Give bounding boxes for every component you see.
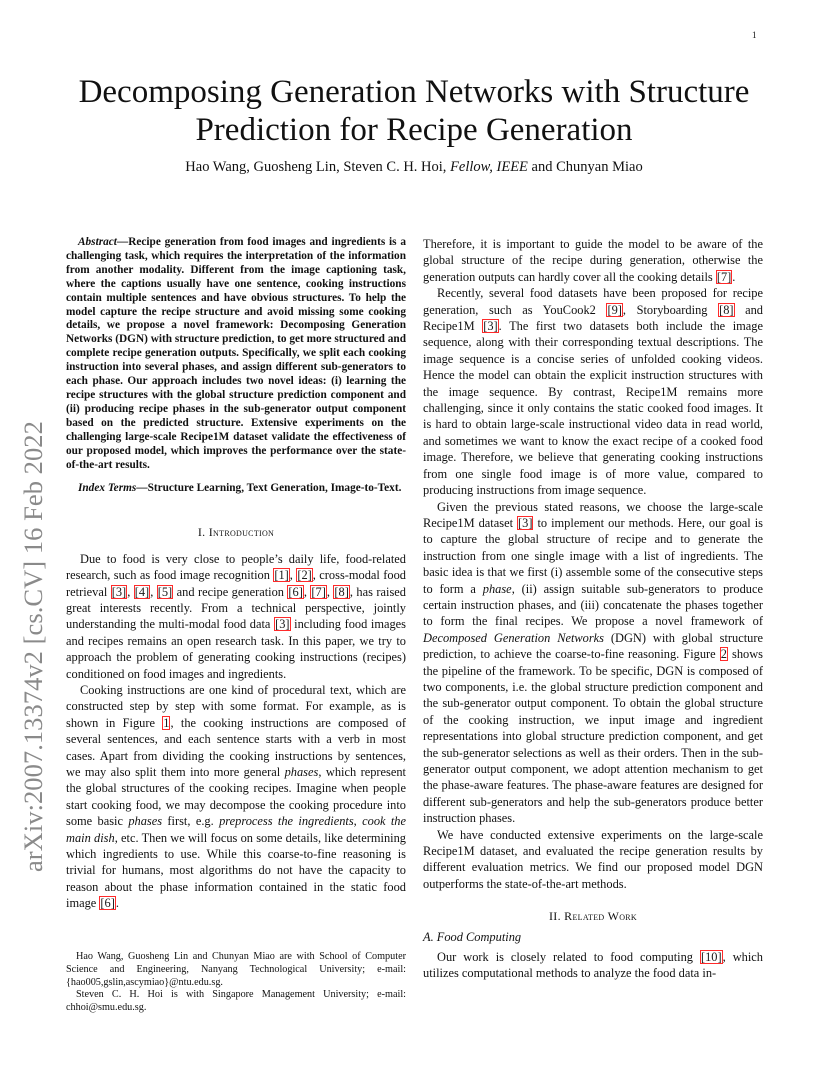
emphasis: phases [284, 765, 319, 779]
citation-link[interactable]: [2] [297, 568, 312, 583]
intro-paragraph-1 [66, 551, 406, 682]
text-run: , which utilizes computational methods to analyze the food data in- [423, 950, 763, 981]
abstract-text: —Recipe generation from food images and ingredients is a challenging task, which requires the interpretation of the information from another modality. Different from the image captioning task, where the captions usually have one sentence, cooking instructions contain multiple sentences and have obvious structures. To help the model capture the recipe structure and avoid missing some cooking details, we propose a novel framework: Decomposing Generation Networks (DGN) with structure prediction, to get more structured and complete recipe generation outputs. Specifically, we split each cooking instruction into several phases, and assign different sub-generators to each phase. Our approach includes two novel ideas: (i) learning the recipe structures with the global structure prediction component and (ii) producing recipe phases in the sub-generator output component based on the predicted structure. Extensive experiments on the challenging large-scale Recipe1M dataset validate the effectiveness of our proposed model, which improves the performance over the state-of-the-art results. [66, 236, 406, 471]
emphasis: phase [482, 581, 512, 596]
author-list [60, 159, 768, 176]
text-run: , etc. Then we will focus on some details, like determining which ingredients to use. While this coarse-to-fine reasoning is trivial for humans, most algorithms do not have the capacity to reason about the phase information contained in the static food image [66, 830, 406, 911]
citation-link[interactable]: [3] [111, 584, 127, 599]
text-run: Therefore, it is important to guide the model to be aware of the global structure of the recipe during generation, otherwise the generation outputs can hardly cover all the cooking details [423, 237, 763, 284]
index-terms-text: —Structure Learning, Text Generation, Image-to-Text. [136, 482, 402, 495]
index-terms [66, 482, 406, 496]
citation-link[interactable]: [7] [716, 269, 732, 284]
text-run: , [326, 584, 334, 599]
text-run: , [289, 568, 297, 583]
title-line-2: Prediction for Recipe Generation [195, 111, 633, 148]
section-heading-introduction: I. Introduction [197, 525, 275, 540]
citation-link[interactable]: [9] [607, 302, 622, 317]
emphasis: phases [128, 814, 163, 829]
abstract-lead: Abstract [78, 236, 117, 248]
text-run: Cooking instructions are one kind of procedural text, which are constructed step by step with some format. For example, as is shown in Figure [66, 682, 406, 730]
text-run: and recipe generation [173, 584, 288, 599]
text-run: (DGN) with global structure prediction, to achieve the coarse-to-fine reasoning. Figure [423, 630, 763, 662]
related-paragraph-1 [423, 949, 763, 982]
text-run: , has raised great interests recently. From a technical perspective, jointly understanding the multi-modal food data [66, 584, 406, 632]
text-run: , [353, 814, 363, 829]
footnote-affiliation-1: Hao Wang, Guosheng Lin and Chunyan Miao are with School of Computer Science and Engineering, Nanyang Technological University; e-mail: {hao005,gslin,ascymiao}@ntu.edu.sg. [66, 951, 406, 988]
citation-link[interactable]: [1] [274, 568, 289, 583]
text-run: first, e.g. [162, 814, 220, 829]
text-run: , [150, 584, 157, 599]
citation-link[interactable]: [6] [288, 584, 303, 599]
intro-paragraph-3 [423, 285, 763, 498]
text-run: Our work is closely related to food computing [437, 950, 700, 965]
citation-link[interactable]: [3] [275, 617, 290, 632]
text-run: Recently, several food datasets have been proposed for recipe generation, such as YouCook2 [423, 286, 763, 317]
text-run: to implement our methods. Here, our goal is to capture the global structure of recipe and to generate the instruction from one single image with a list of ingredients. The basic idea is that we first (i) assemble some of the consecutive steps to form a [423, 515, 763, 596]
text-run: , which represent the global structures of the cooking recipes. Imagine when people start cooking food, we may decompose the cooking procedure into some basic [66, 765, 406, 829]
intro-paragraph-5: We have conducted extensive experiments on the large-scale Recipe1M dataset, and evaluated the recipe generation results by different evaluation metrics. We find our proposed model DGN outperforms the state-of-the-art methods. [423, 827, 763, 891]
page-number: 1 [752, 30, 757, 40]
citation-link[interactable]: [8] [719, 302, 734, 317]
text-run: , Storyboarding [622, 302, 719, 317]
authors-fellow: Fellow, IEEE [450, 159, 528, 175]
citation-link[interactable]: [5] [157, 584, 173, 599]
citation-link[interactable]: [3] [518, 515, 533, 530]
section-heading-related-work: II. Related Work [548, 909, 637, 924]
text-run: , the cooking instructions are composed of several sentences, and each sentence starts with a verb in most cases. Apart from dividing the cooking instructions by sentences, we may also split them into more general [66, 715, 407, 779]
authors-part-a: Hao Wang, Guosheng Lin, Steven C. H. Hoi, [185, 159, 451, 175]
arxiv-stamp: arXiv:2007.13374v2 [cs.CV] 16 Feb 2022 [18, 421, 48, 872]
intro-paragraph-2 [66, 682, 406, 912]
figure-link[interactable]: 1 [163, 715, 170, 730]
emphasis: cook the main dish [66, 814, 407, 845]
index-terms-lead: Index Terms [78, 482, 137, 495]
figure-link[interactable]: 2 [720, 647, 727, 662]
text-run: . [732, 269, 736, 284]
intro-paragraph-continued [423, 236, 763, 285]
emphasis: preprocess the ingredients [219, 814, 354, 829]
title-line-1: Decomposing Generation Networks with Structure [78, 74, 750, 110]
text-run: , [303, 584, 311, 599]
emphasis: Decomposed Generation Networks [423, 630, 605, 645]
text-run: , (ii) assign suitable sub-generators to produce certain instruction phases, and (iii) concatenate the phases together to form the final recipes. We propose a novel framework of [423, 581, 763, 629]
intro-paragraph-4 [423, 499, 763, 827]
text-run: and Recipe1M [423, 302, 763, 334]
citation-link[interactable]: [7] [311, 584, 326, 599]
citation-link[interactable]: [6] [100, 896, 115, 911]
citation-link[interactable]: [10] [700, 950, 722, 965]
text-run: Due to food is very close to people’s daily life, food-related research, such as food image recognition [66, 551, 406, 583]
text-run: , [127, 584, 134, 599]
text-run: . [115, 896, 119, 911]
citation-link[interactable]: [4] [134, 584, 150, 599]
text-run: , cross-modal food retrieval [66, 568, 406, 599]
text-run: including food images and recipes remains an open research task. In this paper, we try to approach the problem of generating cooking instructions (recipes) conditioned on food images and ingredients. [66, 617, 406, 681]
subsection-heading-food-computing: A. Food Computing [423, 929, 522, 944]
right-column [423, 236, 763, 982]
paper-title [60, 74, 768, 149]
left-column [66, 236, 406, 912]
citation-link[interactable]: [3] [483, 319, 498, 334]
footnote-affiliation-2: Steven C. H. Hoi is with Singapore Management University; e-mail: chhoi@smu.edu.sg. [66, 989, 406, 1014]
citation-link[interactable]: [8] [334, 584, 349, 599]
abstract [66, 236, 406, 472]
text-run: shows the pipeline of the framework. To be specific, DGN is composed of two components, i.e. the global structure prediction component and the sub-generator output component. To obtain the global structure of the cooking instruction, we input image and ingredient representations into global structure prediction component, and get the sub-generator selections as well as their orders. Then in the sub-generator output component, we adopt attention mechanism to get the phase-aware features. The phase-aware features are designed for different sub-generators and help the sub-generators produce better instruction phases. [423, 647, 763, 826]
text-run: . The first two datasets both include the image sequence, along with their corresponding textual descriptions. The image sequence is a concise series of unfolded cooking videos. Hence the model can obtain the explicit instruction structures with the image sequence. By contrast, Recipe1M remains more challenging, since it only contains the static cooked food images. It is hard to obtain large-scale instructional video data in read world, and sometimes we want to know the exact recipe of a cooked food image. Therefore, we believe that generating cooking instructions from one single food image is of more value, compared to producing instructions from image sequence. [423, 319, 763, 498]
text-run: Given the previous stated reasons, we choose the large-scale Recipe1M dataset [423, 499, 763, 530]
footnotes [66, 951, 406, 1015]
authors-part-b: and Chunyan Miao [527, 159, 643, 175]
